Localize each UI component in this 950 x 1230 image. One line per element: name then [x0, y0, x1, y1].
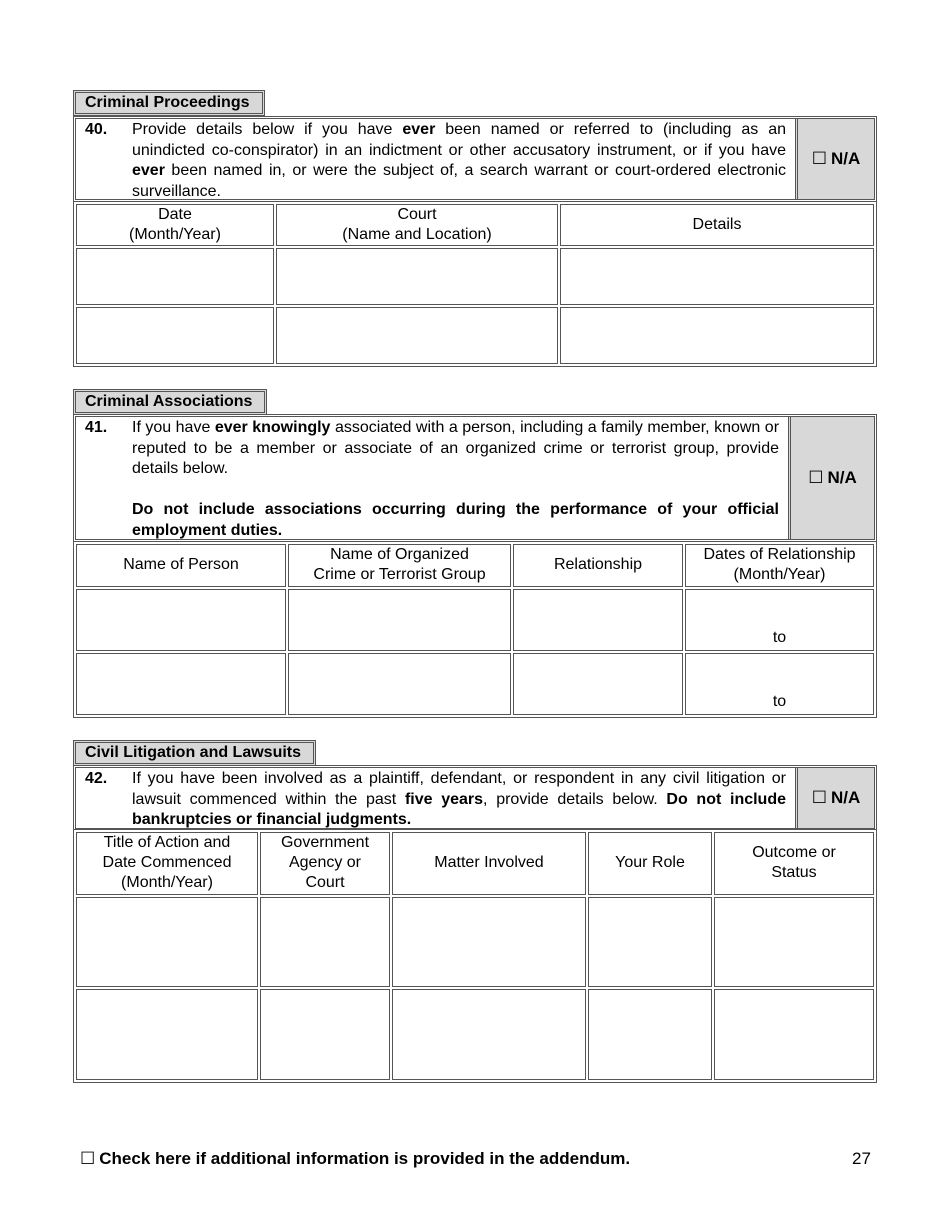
entry-cell[interactable] — [76, 653, 286, 715]
addendum-check[interactable] — [80, 1149, 630, 1169]
table-row — [76, 653, 874, 715]
criminal-proceedings-table — [73, 201, 877, 367]
column-header: Dates of Relationship (Month/Year) — [685, 544, 874, 587]
to-label: to — [772, 693, 787, 710]
entry-cell[interactable] — [288, 653, 511, 715]
column-header: Relationship — [513, 544, 683, 587]
question-40 — [73, 116, 877, 202]
table-header-row — [76, 204, 874, 246]
to-label: to — [772, 628, 787, 646]
entry-cell[interactable] — [76, 589, 286, 651]
entry-cell[interactable] — [560, 248, 874, 305]
column-header: Date (Month/Year) — [76, 204, 274, 246]
table-row — [76, 307, 874, 364]
entry-cell[interactable] — [513, 653, 683, 715]
question-number: 41. — [85, 419, 108, 436]
column-header: Details — [560, 204, 874, 246]
entry-cell[interactable] — [588, 897, 712, 988]
entry-cell[interactable] — [260, 989, 390, 1080]
section-title-civil-litigation: Civil Litigation and Lawsuits — [73, 740, 316, 766]
section-title-criminal-proceedings: Criminal Proceedings — [73, 90, 265, 116]
question-number: 42. — [85, 770, 108, 787]
entry-cell[interactable] — [260, 897, 390, 988]
entry-cell[interactable] — [714, 989, 874, 1080]
checkbox-icon: ☐ — [811, 788, 827, 807]
column-header: Title of Action and Date Commenced (Month/Year) — [76, 832, 258, 895]
entry-cell[interactable] — [513, 589, 683, 651]
table-header-row — [76, 832, 874, 895]
entry-cell[interactable] — [76, 897, 258, 988]
entry-cell[interactable] — [276, 307, 558, 364]
table-header-row — [76, 544, 874, 587]
column-header: Matter Involved — [392, 832, 586, 895]
question-41 — [73, 414, 877, 542]
entry-cell[interactable] — [714, 897, 874, 988]
column-header: Government Agency or Court — [260, 832, 390, 895]
section-criminal-associations — [73, 414, 877, 718]
table-row — [76, 589, 874, 651]
page-number: 27 — [852, 1149, 871, 1168]
entry-cell[interactable] — [392, 989, 586, 1080]
table-row — [76, 248, 874, 305]
na-checkbox[interactable]: ☐ N/A — [795, 119, 874, 199]
question-42 — [73, 765, 877, 831]
question-text: If you have been involved as a plaintiff, defendant, or respondent in any civil litigation or lawsuit commenced within the past five years, provide details below. Do not include bankruptcies or financial judgments. — [132, 770, 786, 828]
column-header: Outcome or Status — [714, 832, 874, 895]
na-checkbox[interactable]: ☐ N/A — [788, 417, 874, 539]
question-number: 40. — [85, 121, 108, 138]
entry-cell[interactable] — [392, 897, 586, 988]
entry-cell[interactable] — [288, 589, 511, 651]
section-criminal-proceedings — [73, 116, 877, 368]
entry-cell[interactable] — [76, 989, 258, 1080]
column-header: Name of Person — [76, 544, 286, 587]
section-title-criminal-associations: Criminal Associations — [73, 389, 267, 415]
date-range-cell[interactable] — [685, 589, 874, 651]
section-civil-litigation — [73, 765, 877, 1085]
question-text: If you have ever knowingly associated with a person, including a family member, known or reputed to be a member or associate of an organized crime or terrorist group, provide details below. — [132, 419, 780, 477]
checkbox-icon: ☐ — [811, 149, 827, 168]
entry-cell[interactable] — [76, 307, 274, 364]
addendum-text: Check here if additional information is provided in the addendum. — [99, 1149, 631, 1168]
entry-cell[interactable] — [276, 248, 558, 305]
column-header: Court (Name and Location) — [276, 204, 558, 246]
date-range-cell[interactable] — [685, 653, 874, 715]
entry-cell[interactable] — [76, 248, 274, 305]
table-row — [76, 897, 874, 988]
question-text: Provide details below if you have ever been named or referred to (including as an unindicted co-conspirator) in an indictment or other accusatory instrument, or if you have ever been named in, or were the subject of, a search warrant or court-ordered electronic surveillance. — [132, 121, 787, 200]
table-row — [76, 989, 874, 1080]
checkbox-icon: ☐ — [80, 1149, 96, 1168]
column-header: Your Role — [588, 832, 712, 895]
entry-cell[interactable] — [588, 989, 712, 1080]
checkbox-icon: ☐ — [808, 468, 824, 487]
entry-cell[interactable] — [560, 307, 874, 364]
criminal-associations-table — [73, 541, 877, 718]
civil-litigation-table — [73, 829, 877, 1083]
question-note: Do not include associations occurring during the performance of your official employment duties. — [132, 501, 779, 539]
column-header: Name of Organized Crime or Terrorist Group — [288, 544, 511, 587]
na-checkbox[interactable]: ☐ N/A — [795, 768, 874, 828]
